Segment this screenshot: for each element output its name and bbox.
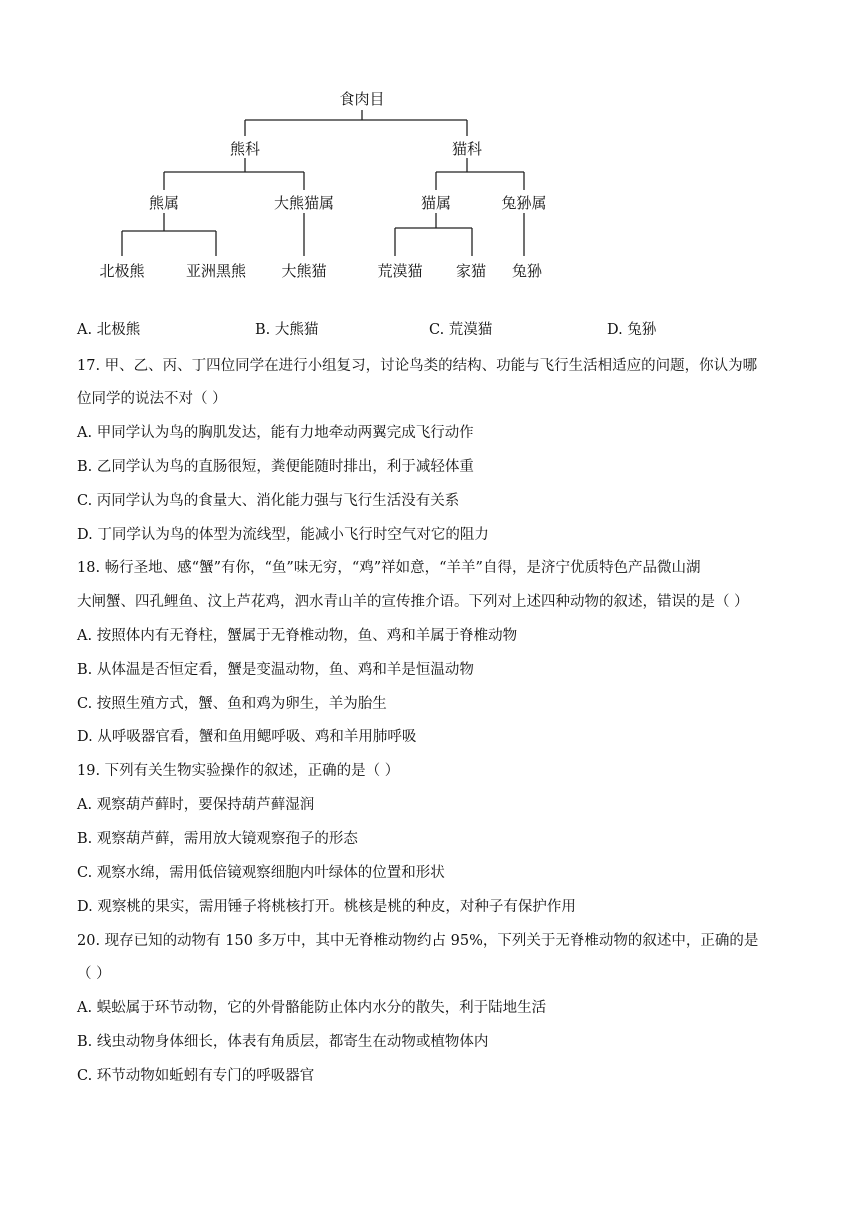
q16-option-b: B. 大熊猫 xyxy=(255,322,319,338)
tree-family-label: 熊科 xyxy=(229,140,261,158)
q19-option-d: D. 观察桃的果实，需用锤子将桃核打开。桃核是桃的种皮，对种子有保护作用 xyxy=(77,899,576,915)
tree-genus-label: 猫属 xyxy=(420,194,452,212)
tree-family-label: 猫科 xyxy=(451,140,483,158)
q16-option-a: A. 北极熊 xyxy=(77,322,141,338)
q20-option-b: B. 线虫动物身体细长，体表有角质层，都寄生在动物或植物体内 xyxy=(77,1034,489,1050)
tree-species-label: 大熊猫 xyxy=(281,262,327,280)
q17-stem: 17. 甲、乙、丙、丁四位同学在进行小组复习，讨论鸟类的结构、功能与飞行生活相适应的问题，你认为哪 xyxy=(77,358,758,374)
q17-option-a: A. 甲同学认为鸟的胸肌发达，能有力地牵动两翼完成飞行动作 xyxy=(77,425,474,441)
q18-stem-cont: 大闸蟹、四孔鲤鱼、汶上芦花鸡，泗水青山羊的宣传推介语。下列对上述四种动物的叙述，错误的是（ ） xyxy=(77,594,749,610)
tree-species-label: 荒漠猫 xyxy=(377,262,423,280)
tree-genus-label: 兔狲属 xyxy=(501,194,547,212)
q19-option-b: B. 观察葫芦藓，需用放大镜观察孢子的形态 xyxy=(77,831,358,847)
tree-root-label: 食肉目 xyxy=(339,90,385,108)
q16-option-d: D. 兔狲 xyxy=(607,322,657,338)
q16-option-c: C. 荒漠猫 xyxy=(429,322,493,338)
tree-genus-label: 大熊猫属 xyxy=(273,194,335,212)
q18-option-a: A. 按照体内有无脊柱，蟹属于无脊椎动物，鱼、鸡和羊属于脊椎动物 xyxy=(77,628,518,644)
q17-option-b: B. 乙同学认为鸟的直肠很短，粪便能随时排出，利于减轻体重 xyxy=(77,459,474,475)
q20-stem-cont: （ ） xyxy=(77,966,111,982)
q18-stem: 18. 畅行圣地、感“蟹”有你，“鱼”味无穷，“鸡”祥如意，“羊羊”自得，是济宁优质特色产品微山湖 xyxy=(77,560,701,576)
q20-stem: 20. 现存已知的动物有 150 多万中，其中无脊椎动物约占 95%，下列关于无脊椎动物的叙述中，正确的是 xyxy=(77,933,759,949)
q17-option-c: C. 丙同学认为鸟的食量大、消化能力强与飞行生活没有关系 xyxy=(77,493,460,509)
q16-options xyxy=(77,320,777,340)
q18-option-b: B. 从体温是否恒定看，蟹是变温动物，鱼、鸡和羊是恒温动物 xyxy=(77,662,474,678)
q19-option-a: A. 观察葫芦藓时，要保持葫芦藓湿润 xyxy=(77,797,315,813)
tree-connector-lines xyxy=(0,0,860,300)
q17-option-d: D. 丁同学认为鸟的体型为流线型，能减小飞行时空气对它的阻力 xyxy=(77,527,489,543)
q20-option-a: A. 蜈蚣属于环节动物，它的外骨骼能防止体内水分的散失，利于陆地生活 xyxy=(77,1000,547,1016)
q17-stem-cont: 位同学的说法不对（ ） xyxy=(77,391,227,407)
tree-genus-label: 熊属 xyxy=(148,194,180,212)
tree-species-label: 兔狲 xyxy=(511,262,543,280)
tree-species-label: 亚洲黑熊 xyxy=(185,262,247,280)
tree-species-label: 家猫 xyxy=(455,262,487,280)
q19-stem: 19. 下列有关生物实验操作的叙述，正确的是（ ） xyxy=(77,763,400,779)
classification-diagram xyxy=(0,0,860,300)
q18-option-c: C. 按照生殖方式，蟹、鱼和鸡为卵生，羊为胎生 xyxy=(77,696,387,712)
q20-option-c: C. 环节动物如蚯蚓有专门的呼吸器官 xyxy=(77,1068,315,1084)
q18-option-d: D. 从呼吸器官看，蟹和鱼用鳃呼吸、鸡和羊用肺呼吸 xyxy=(77,729,417,745)
tree-species-label: 北极熊 xyxy=(99,262,145,280)
q19-option-c: C. 观察水绵，需用低倍镜观察细胞内叶绿体的位置和形状 xyxy=(77,865,445,881)
